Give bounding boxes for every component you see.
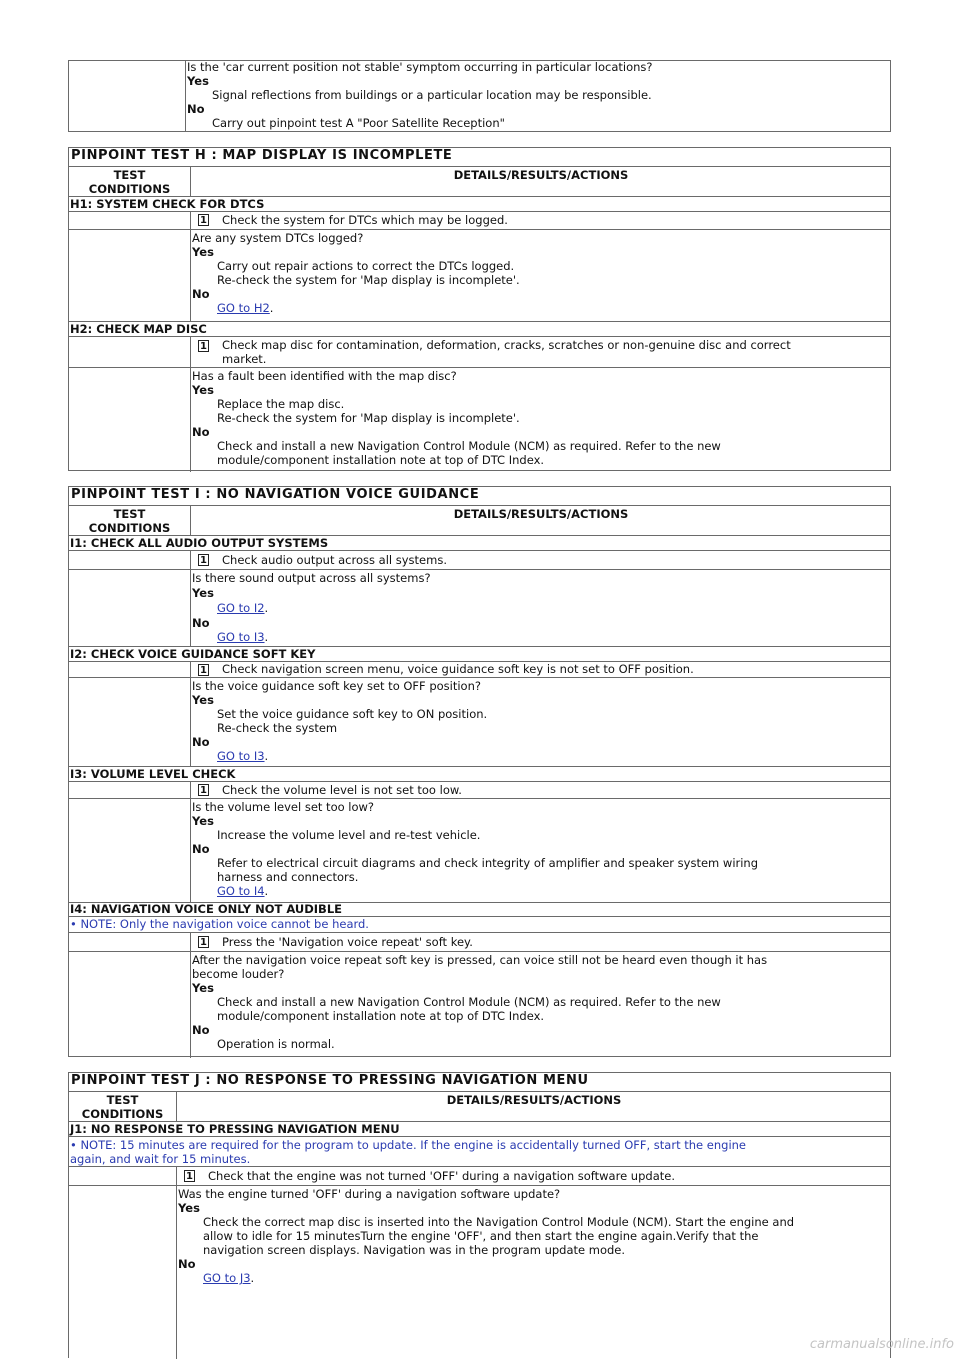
prior-no-text: Carry out pinpoint test A "Poor Satellite Reception" <box>212 116 505 130</box>
test-h-col-conditions: TEST CONDITIONS <box>88 168 171 197</box>
j1-question: Was the engine turned 'OFF' during a navigation software update? <box>178 1187 561 1201</box>
pinpoint-test-i: PINPOINT TEST I : NO NAVIGATION VOICE GUIDANCE TEST CONDITIONS DETAILS/RESULTS/ACTIONS I1: CHECK ALL AUDIO OUTPUT SYSTEMS 1 Check audio output across all systems. Is there sound output across all systems? Yes GO to I2. No GO to I3. I2: CHECK VOICE GUIDANCE SOFT KEY 1 Check navigation screen menu, voice guidance soft key is not set to OFF position. Is the voice guidance soft key set to OFF position? Yes Set the voice guidance soft key to ON position. Re-check the system No GO to I3. I3: VOLUME LEVEL CHECK 1 Check the volume level is not set too low. Is the volume level set too low? Yes Increase the volume level and re-test vehicle. No Refer to electrical circuit diagrams and check integrity of amplifier and speaker system wiring harness and connectors. GO to I4. I4: NAVIGATION VOICE ONLY NOT AUDIBLE • NOTE: Only the navigation voice cannot be heard. 1 Press the 'Navigation voice repeat' soft key. After the navigation voice repeat soft key is pressed, can voice still not be heard even though it has become louder? Yes Check and install a new Navigation Control Module (NCM) as required. Refer to the new module/component installation note at top of DTC Index. No Operation is normal. <box>68 486 891 1057</box>
i2-yes-line-2: Re-check the system <box>217 721 338 735</box>
h2-check-line-1: Check map disc for contamination, deformation, cracks, scratches or non-genuine disc and correct <box>222 338 791 352</box>
test-i-col-conditions: TEST CONDITIONS <box>88 507 171 536</box>
go-to-h2-link[interactable]: GO to H2 <box>217 301 270 315</box>
go-to-j3-link[interactable]: GO to J3 <box>203 1271 251 1285</box>
prior-yes-label: Yes <box>187 74 209 88</box>
i1-title: I1: CHECK ALL AUDIO OUTPUT SYSTEMS <box>70 536 329 550</box>
i3-yes-text: Increase the volume level and re-test vehicle. <box>217 828 481 842</box>
i4-question-line-1: After the navigation voice repeat soft key is pressed, can voice still not be heard even though it has <box>192 953 768 967</box>
i4-question-line-2: become louder? <box>192 967 285 981</box>
test-j-col-conditions: TEST CONDITIONS <box>81 1093 164 1122</box>
h2-yes-label: Yes <box>192 383 214 397</box>
h1-question: Are any system DTCs logged? <box>192 231 364 245</box>
h1-yes-line-2: Re-check the system for 'Map display is incomplete'. <box>217 273 520 287</box>
i1-yes-label: Yes <box>192 586 214 600</box>
test-h-title: PINPOINT TEST H : MAP DISPLAY IS INCOMPLETE <box>71 148 453 163</box>
i3-check: Check the volume level is not set too low. <box>222 783 462 797</box>
h1-yes-label: Yes <box>192 245 214 259</box>
j1-yes-line-1: Check the correct map disc is inserted into the Navigation Control Module (NCM). Start the engine and <box>203 1215 795 1229</box>
i3-title: I3: VOLUME LEVEL CHECK <box>70 767 236 781</box>
i2-question: Is the voice guidance soft key set to OFF position? <box>192 679 481 693</box>
test-i-col-details: DETAILS/RESULTS/ACTIONS <box>453 507 629 521</box>
prior-test-block <box>68 60 891 132</box>
h1-step-number: 1 <box>198 214 209 226</box>
i2-title: I2: CHECK VOICE GUIDANCE SOFT KEY <box>70 647 316 661</box>
pinpoint-test-h: PINPOINT TEST H : MAP DISPLAY IS INCOMPLETE TEST CONDITIONS DETAILS/RESULTS/ACTIONS H1: SYSTEM CHECK FOR DTCS 1 Check the system for DTCs which may be logged. Are any system DTCs logged? Yes Carry out repair actions to correct the DTCs logged. Re-check the system for 'Map display is incomplete'. No GO to H2. H2: CHECK MAP DISC 1 Check map disc for contamination, deformation, cracks, scratches or non-genuine disc and correct market. Has a fault been identified with the map disc? Yes Replace the map disc. Re-check the system for 'Map display is incomplete'. No Check and install a new Navigation Control Module (NCM) as required. Refer to the new module/component installation note at top of DTC Index. <box>68 147 891 471</box>
test-h-col-details: DETAILS/RESULTS/ACTIONS <box>453 168 629 182</box>
i2-yes-label: Yes <box>192 693 214 707</box>
i3-yes-label: Yes <box>192 814 214 828</box>
watermark: carmanualsonline.info <box>809 1337 954 1352</box>
j1-yes-line-2: allow to idle for 15 minutesTurn the engine 'OFF', and then start the engine again.Verify that the <box>203 1229 759 1243</box>
j1-yes-label: Yes <box>178 1201 200 1215</box>
i1-no-label: No <box>192 616 210 630</box>
i2-no-label: No <box>192 735 210 749</box>
i3-no-label: No <box>192 842 210 856</box>
prior-no-label: No <box>187 102 205 116</box>
h2-no-line-1: Check and install a new Navigation Control Module (NCM) as required. Refer to the new <box>217 439 721 453</box>
i4-check: Press the 'Navigation voice repeat' soft key. <box>222 935 473 949</box>
i3-no-line-2: harness and connectors. <box>217 870 359 884</box>
j1-no-label: No <box>178 1257 196 1271</box>
go-to-i2-link[interactable]: GO to I2 <box>217 601 265 615</box>
h2-check-line-2: market. <box>222 352 267 366</box>
i4-yes-line-2: module/component installation note at top of DTC Index. <box>217 1009 545 1023</box>
i4-no-text: Operation is normal. <box>217 1037 335 1051</box>
h2-step-number: 1 <box>198 340 209 352</box>
test-j-col-details: DETAILS/RESULTS/ACTIONS <box>446 1093 622 1107</box>
h2-no-line-2: module/component installation note at top of DTC Index. <box>217 453 545 467</box>
i3-step-number: 1 <box>198 784 209 796</box>
h2-title: H2: CHECK MAP DISC <box>70 322 207 336</box>
h1-no-label: No <box>192 287 210 301</box>
j1-title: J1: NO RESPONSE TO PRESSING NAVIGATION MENU <box>70 1122 400 1136</box>
i4-yes-line-1: Check and install a new Navigation Control Module (NCM) as required. Refer to the new <box>217 995 721 1009</box>
i3-no-line-1: Refer to electrical circuit diagrams and check integrity of amplifier and speaker system wiring <box>217 856 759 870</box>
test-i-title: PINPOINT TEST I : NO NAVIGATION VOICE GUIDANCE <box>71 487 480 502</box>
i4-step-number: 1 <box>198 936 209 948</box>
j1-note-line-1: • NOTE: 15 minutes are required for the program to update. If the engine is accidentally turned OFF, start the engine <box>70 1138 747 1152</box>
prior-yes-text: Signal reflections from buildings or a particular location may be responsible. <box>212 88 652 102</box>
j1-step-number: 1 <box>184 1170 195 1182</box>
test-j-title: PINPOINT TEST J : NO RESPONSE TO PRESSING NAVIGATION MENU <box>71 1073 589 1088</box>
go-to-i3-link[interactable]: GO to I3 <box>217 630 265 644</box>
h1-check: Check the system for DTCs which may be logged. <box>222 213 508 227</box>
j1-yes-line-3: navigation screen displays. Navigation was in the program update mode. <box>203 1243 626 1257</box>
h1-yes-line-1: Carry out repair actions to correct the DTCs logged. <box>217 259 515 273</box>
pinpoint-test-j: PINPOINT TEST J : NO RESPONSE TO PRESSING NAVIGATION MENU TEST CONDITIONS DETAILS/RESULTS/ACTIONS J1: NO RESPONSE TO PRESSING NAVIGATION MENU • NOTE: 15 minutes are required for the program to update. If the engine is accidentally turned OFF, start the engine again, and wait for 15 minutes. 1 Check that the engine was not turned 'OFF' during a navigation software update. Was the engine turned 'OFF' during a navigation software update? Yes Check the correct map disc is inserted into the Navigation Control Module (NCM). Start the engine and allow to idle for 15 minutesTurn the engine 'OFF', and then start the engine again.Verify that the navigation screen displays. Navigation was in the program update mode. No GO to J3. <box>68 1072 891 1358</box>
i4-note: • NOTE: Only the navigation voice cannot be heard. <box>70 917 369 931</box>
i1-step-number: 1 <box>198 554 209 566</box>
h2-yes-line-1: Replace the map disc. <box>217 397 345 411</box>
go-to-i3-link-2[interactable]: GO to I3 <box>217 749 265 763</box>
i4-no-label: No <box>192 1023 210 1037</box>
i2-step-number: 1 <box>198 664 209 676</box>
go-to-i4-link[interactable]: GO to I4 <box>217 884 265 898</box>
j1-note-line-2: again, and wait for 15 minutes. <box>70 1152 251 1166</box>
h2-question: Has a fault been identified with the map disc? <box>192 369 457 383</box>
j1-check: Check that the engine was not turned 'OFF' during a navigation software update. <box>208 1169 675 1183</box>
i1-question: Is there sound output across all systems? <box>192 571 431 585</box>
h2-yes-line-2: Re-check the system for 'Map display is incomplete'. <box>217 411 520 425</box>
i4-title: I4: NAVIGATION VOICE ONLY NOT AUDIBLE <box>70 902 343 916</box>
i2-check: Check navigation screen menu, voice guidance soft key is not set to OFF position. <box>222 662 694 676</box>
i4-yes-label: Yes <box>192 981 214 995</box>
i3-question: Is the volume level set too low? <box>192 800 375 814</box>
i1-check: Check audio output across all systems. <box>222 553 447 567</box>
prior-question: Is the 'car current position not stable' symptom occurring in particular locations? <box>187 60 653 74</box>
h1-title: H1: SYSTEM CHECK FOR DTCS <box>70 197 265 211</box>
i2-yes-line-1: Set the voice guidance soft key to ON position. <box>217 707 488 721</box>
h2-no-label: No <box>192 425 210 439</box>
